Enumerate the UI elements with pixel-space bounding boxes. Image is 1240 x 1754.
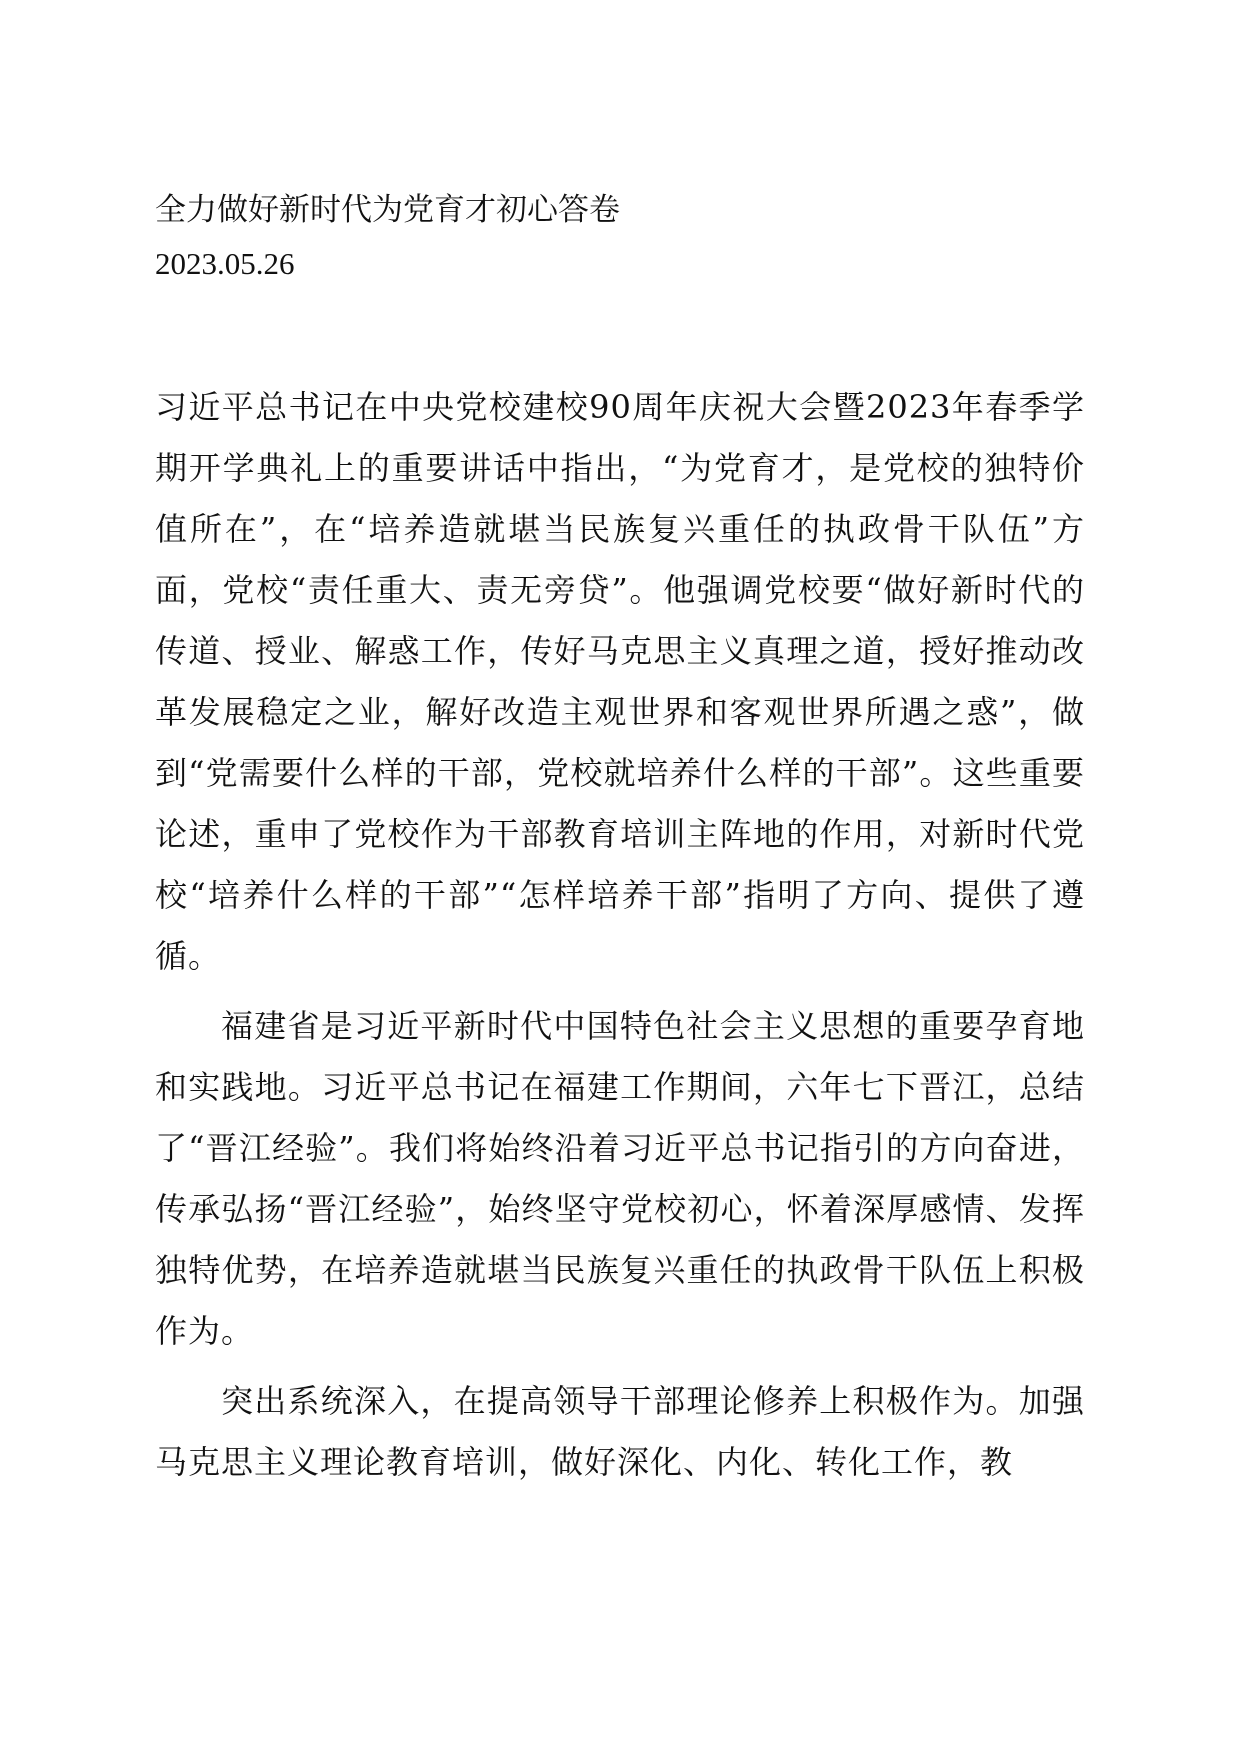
document-body — [155, 377, 1085, 1493]
paragraph-1: 习近平总书记在中央党校建校90周年庆祝大会暨2023年春季学期开学典礼上的重要讲话中指出，“为党育才，是党校的独特价值所在”，在“培养造就堪当民族复兴重任的执政骨干队伍”方面，党校“责任重大、责无旁贷”。他强调党校要“做好新时代的传道、授业、解惑工作，传好马克思主义真理之道，授好推动改革发展稳定之业，解好改造主观世界和客观世界所遇之惑”，做到“党需要什么样的干部，党校就培养什么样的干部”。这些重要论述，重申了党校作为干部教育培训主阵地的作用，对新时代党校“培养什么样的干部”“怎样培养干部”指明了方向、提供了遵循。 — [155, 388, 1085, 975]
document-date: 2023.05.26 — [155, 246, 295, 281]
paragraph-3: 突出系统深入，在提高领导干部理论修养上积极作为。加强马克思主义理论教育培训，做好深化、内化、转化工作，教 — [155, 1382, 1085, 1481]
document-title: 全力做好新时代为党育才初心答卷 — [155, 192, 620, 228]
document-header — [155, 188, 1095, 286]
paragraph-2: 福建省是习近平新时代中国特色社会主义思想的重要孕育地和实践地。习近平总书记在福建工作期间，六年七下晋江，总结了“晋江经验”。我们将始终沿着习近平总书记指引的方向奋进，传承弘扬“晋江经验”，始终坚守党校初心，怀着深厚感情、发挥独特优势，在培养造就堪当民族复兴重任的执政骨干队伍上积极作为。 — [155, 1007, 1085, 1350]
